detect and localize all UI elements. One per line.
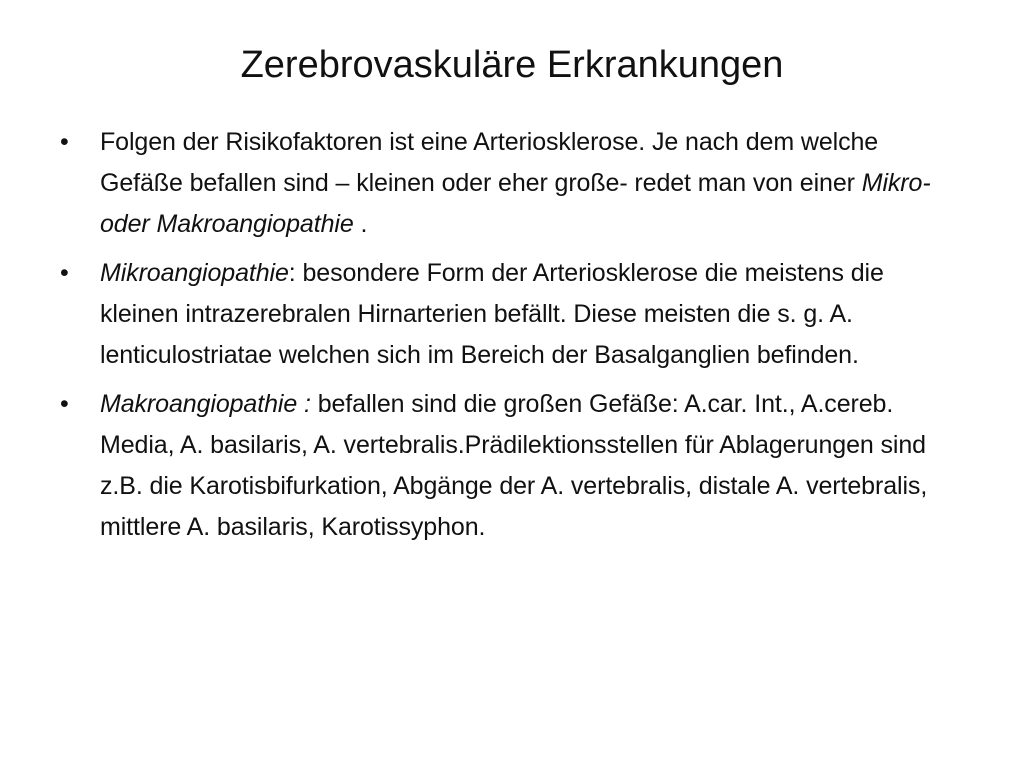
slide-title: Zerebrovaskuläre Erkrankungen [240,44,784,86]
bullet-item-mikroangiopathie [60,253,960,376]
bullet-item-risk-factors [60,122,960,245]
bullet-icon: • [60,259,69,287]
bullet-emphasis: Mikroangiopathie [100,259,289,287]
bullet-item-makroangiopathie [60,384,960,548]
bullet-text-end: . [353,210,368,238]
bullet-list [60,122,960,556]
bullet-text: befallen sind die großen Gefäße: A.car. Int., A.cereb. Media, A. basilaris, A. vertebralis.Prädilektionsstellen für Ablagerungen sind z.B. die Karotisbifurkation, Abgänge der A. vertebralis, distale A. vertebralis, mittlere A. basilaris, Karotissyphon. [100,390,928,541]
bullet-icon: • [60,128,69,156]
bullet-emphasis: Mikro- oder Makroangiopathie [100,169,931,238]
bullet-text: : besondere Form der Arteriosklerose die meistens die kleinen intrazerebralen Hirnarterien befällt. Diese meisten die s. g. A. lenticulostriatae welchen sich im Bereich der Basalganglien befinden. [100,259,884,369]
bullet-emphasis: Makroangiopathie : [100,390,311,418]
bullet-icon: • [60,390,69,418]
bullet-text: Folgen der Risikofaktoren ist eine Arteriosklerose. Je nach dem welche Gefäße befallen sind – kleinen oder eher große- redet man von einer [100,128,879,197]
